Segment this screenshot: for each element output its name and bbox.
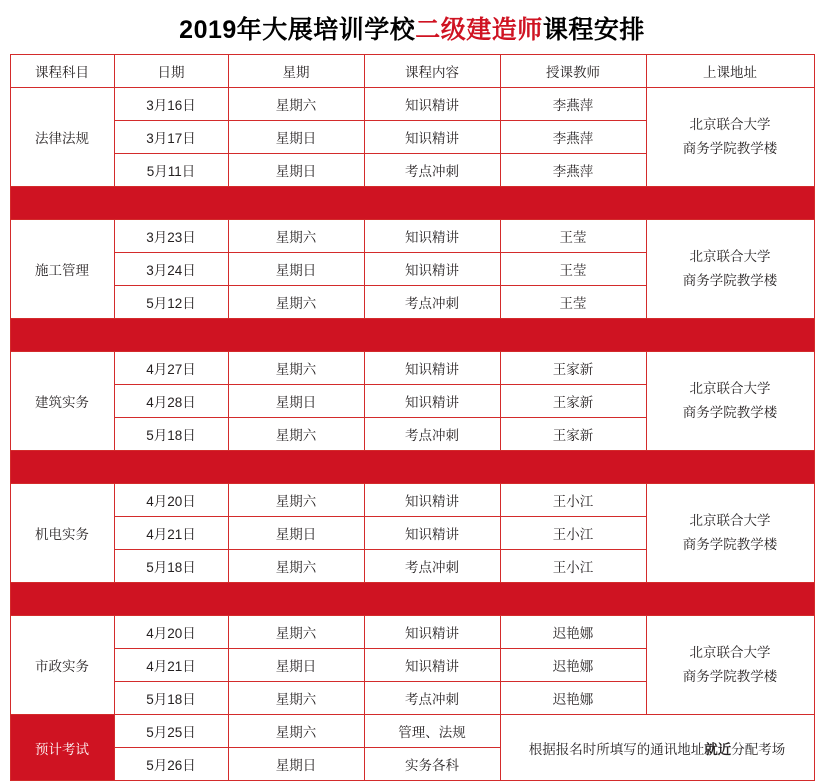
content-cell: 知识精讲 [364, 649, 500, 682]
teacher-cell: 王小江 [500, 484, 646, 517]
date-cell: 4月27日 [114, 352, 228, 385]
teacher-cell: 迟艳娜 [500, 616, 646, 649]
header-subject: 课程科目 [10, 55, 114, 88]
group-separator [10, 583, 814, 616]
table-row [10, 220, 814, 253]
weekday-cell: 星期日 [228, 121, 364, 154]
page-title-suffix: 课程安排 [542, 16, 645, 44]
date-cell: 5月18日 [114, 550, 228, 583]
exam-weekday-cell: 星期六 [228, 715, 364, 748]
address-cell [646, 352, 814, 451]
date-cell: 3月23日 [114, 220, 228, 253]
subject-cell: 机电实务 [10, 484, 114, 583]
content-cell: 知识精讲 [364, 220, 500, 253]
header-content: 课程内容 [364, 55, 500, 88]
date-cell: 5月11日 [114, 154, 228, 187]
exam-note-prefix: 根据报名时所填写的通讯地址 [528, 741, 705, 757]
address-line-1: 北京联合大学 [689, 381, 771, 397]
page-title-highlight: 二级建造师 [415, 16, 543, 44]
table-body [10, 88, 814, 781]
exam-date-cell: 5月25日 [114, 715, 228, 748]
address-line-2: 商务学院教学楼 [682, 405, 778, 420]
teacher-cell: 王家新 [500, 352, 646, 385]
exam-content-cell: 实务各科 [364, 748, 500, 781]
exam-content-cell: 管理、法规 [364, 715, 500, 748]
teacher-cell: 迟艳娜 [500, 682, 646, 715]
address-cell [646, 220, 814, 319]
date-cell: 4月20日 [114, 484, 228, 517]
address-cell [646, 88, 814, 187]
content-cell: 知识精讲 [364, 517, 500, 550]
table-row [10, 484, 814, 517]
exam-date-cell: 5月26日 [114, 748, 228, 781]
weekday-cell: 星期日 [228, 253, 364, 286]
date-cell: 4月28日 [114, 385, 228, 418]
header-date: 日期 [114, 55, 228, 88]
exam-note-cell [500, 715, 814, 781]
group-separator [10, 187, 814, 220]
course-schedule-table [10, 54, 815, 781]
teacher-cell: 李燕萍 [500, 154, 646, 187]
content-cell: 考点冲刺 [364, 418, 500, 451]
weekday-cell: 星期日 [228, 154, 364, 187]
address-line-2: 商务学院教学楼 [682, 669, 778, 684]
weekday-cell: 星期六 [228, 484, 364, 517]
header-address: 上课地址 [646, 55, 814, 88]
exam-label-cell: 预计考试 [10, 715, 114, 781]
content-cell: 知识精讲 [364, 121, 500, 154]
teacher-cell: 王莹 [500, 220, 646, 253]
date-cell: 4月21日 [114, 649, 228, 682]
weekday-cell: 星期日 [228, 649, 364, 682]
weekday-cell: 星期日 [228, 517, 364, 550]
content-cell: 考点冲刺 [364, 550, 500, 583]
teacher-cell: 李燕萍 [500, 88, 646, 121]
address-line-1: 北京联合大学 [689, 249, 771, 265]
page-title-prefix: 2019年大展培训学校 [179, 16, 416, 44]
content-cell: 知识精讲 [364, 484, 500, 517]
teacher-cell: 王莹 [500, 253, 646, 286]
content-cell: 知识精讲 [364, 253, 500, 286]
weekday-cell: 星期六 [228, 220, 364, 253]
address-line-2: 商务学院教学楼 [682, 273, 778, 288]
address-cell [646, 484, 814, 583]
table-row [10, 616, 814, 649]
teacher-cell: 迟艳娜 [500, 649, 646, 682]
date-cell: 3月24日 [114, 253, 228, 286]
content-cell: 知识精讲 [364, 88, 500, 121]
address-line-1: 北京联合大学 [689, 645, 771, 661]
exam-weekday-cell: 星期日 [228, 748, 364, 781]
content-cell: 考点冲刺 [364, 682, 500, 715]
content-cell: 考点冲刺 [364, 286, 500, 319]
date-cell: 4月20日 [114, 616, 228, 649]
weekday-cell: 星期六 [228, 550, 364, 583]
date-cell: 5月12日 [114, 286, 228, 319]
weekday-cell: 星期六 [228, 352, 364, 385]
weekday-cell: 星期六 [228, 286, 364, 319]
date-cell: 4月21日 [114, 517, 228, 550]
teacher-cell: 王家新 [500, 418, 646, 451]
exam-note-bold: 就近 [704, 741, 732, 757]
content-cell: 考点冲刺 [364, 154, 500, 187]
table-row [10, 352, 814, 385]
teacher-cell: 王小江 [500, 517, 646, 550]
subject-cell: 法律法规 [10, 88, 114, 187]
address-cell [646, 616, 814, 715]
page-title [0, 0, 824, 54]
weekday-cell: 星期六 [228, 418, 364, 451]
date-cell: 5月18日 [114, 682, 228, 715]
weekday-cell: 星期六 [228, 616, 364, 649]
date-cell: 5月18日 [114, 418, 228, 451]
weekday-cell: 星期六 [228, 682, 364, 715]
content-cell: 知识精讲 [364, 616, 500, 649]
date-cell: 3月16日 [114, 88, 228, 121]
subject-cell: 市政实务 [10, 616, 114, 715]
address-line-2: 商务学院教学楼 [682, 141, 778, 156]
weekday-cell: 星期日 [228, 385, 364, 418]
teacher-cell: 王小江 [500, 550, 646, 583]
teacher-cell: 王莹 [500, 286, 646, 319]
group-separator [10, 451, 814, 484]
content-cell: 知识精讲 [364, 352, 500, 385]
date-cell: 3月17日 [114, 121, 228, 154]
table-header [10, 55, 814, 88]
content-cell: 知识精讲 [364, 385, 500, 418]
subject-cell: 建筑实务 [10, 352, 114, 451]
address-line-1: 北京联合大学 [689, 117, 771, 133]
teacher-cell: 王家新 [500, 385, 646, 418]
address-line-2: 商务学院教学楼 [682, 537, 778, 552]
teacher-cell: 李燕萍 [500, 121, 646, 154]
exam-row [10, 715, 814, 748]
header-teacher: 授课教师 [500, 55, 646, 88]
subject-cell: 施工管理 [10, 220, 114, 319]
table-header-row [10, 55, 814, 88]
exam-note-suffix: 分配考场 [731, 741, 786, 757]
group-separator [10, 319, 814, 352]
weekday-cell: 星期六 [228, 88, 364, 121]
header-weekday: 星期 [228, 55, 364, 88]
table-row [10, 88, 814, 121]
address-line-1: 北京联合大学 [689, 513, 771, 529]
